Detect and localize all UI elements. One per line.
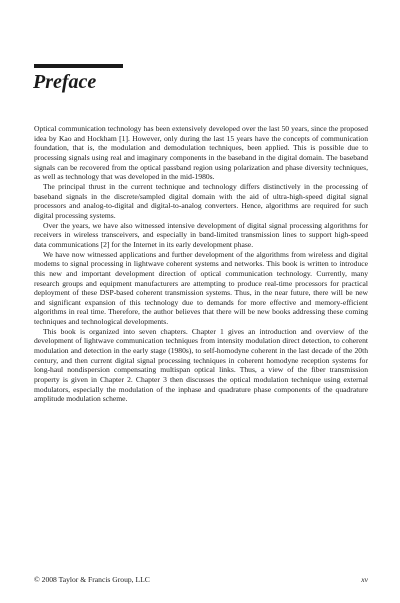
paragraph-5: This book is organized into seven chapters. Chapter 1 gives an introduction and overview of the development of lightwave communication techniques from intensity modulation direct detection, to coherent modulation and detection in the early stage (1980s), to self-homodyne coherent in the last decade of the 20th century, and then current digital signal processing techniques in coherent homodyne reception systems for long-haul nondispersion compensating multispan optical links. Thus, a view of the fiber transmission property is given in Chapter 2. Chapter 3 then discusses the optical modulation technique using external modulators, especially the modulation of the inphase and quadrature phase components of the quadrature amplitude modulation scheme. — [34, 326, 368, 404]
paragraph-1: Optical communication technology has been extensively developed over the last 50 years, since the proposed idea by Kao and Hockham [1]. However, only during the last 15 years have the concepts of communication foundation, that is, the modulation and demodulation techniques, been applied. This is possible due to processing signals using real and imaginary components in the baseband in the digital domain. The baseband signals can be recovered from the optical passband region using polarization and phase diversity techniques, as well as technology that was developed in the mid-1980s. — [34, 124, 368, 182]
page-number: xv — [361, 575, 368, 584]
preface-body — [34, 124, 368, 404]
paragraph-2: The principal thrust in the current technique and technology differs distinctively in the processing of baseband signals in the discrete/sampled digital domain with the aid of ultra-high-speed digital signal processors and analog-to-digital and digital-to-analog converters. Hence, algorithms are required for such digital processing systems. — [34, 181, 368, 220]
paragraph-3: Over the years, we have also witnessed intensive development of digital signal processing algorithms for receivers in wireless transceivers, and especially in band-limited transmission lines to support high-speed data communications [2] for the Internet in its early development phase. — [34, 220, 368, 249]
title-rule — [34, 64, 123, 68]
page-footer — [34, 575, 368, 585]
paragraph-4: We have now witnessed applications and further development of the algorithms from wireless and digital modems to signal processing in lightwave coherent systems and networks. This book is written to introduce this new and important development direction of optical communication technology. Currently, many research groups and equipment manufacturers are attempting to produce real-time processors for practical deployment of these DSP-based coherent transmission systems. Thus, in the near future, there will be new and significant expansion of this technology due to demands for more effective and memory-efficient algorithms in real time. Therefore, the author believes that there will be new books addressing these coming techniques and technological developments. — [34, 249, 368, 327]
copyright-notice: © 2008 Taylor & Francis Group, LLC — [34, 575, 150, 584]
page-title: Preface — [33, 71, 97, 93]
